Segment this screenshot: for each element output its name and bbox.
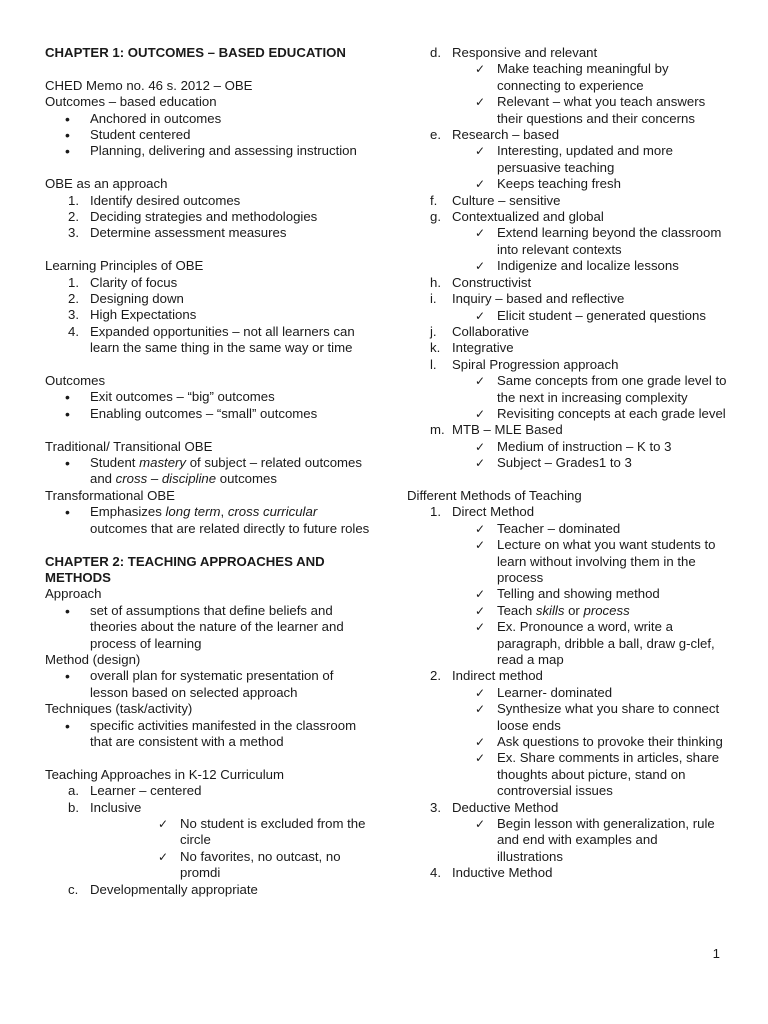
list-marker: a. bbox=[68, 783, 79, 799]
item-text: Spiral Progression approach bbox=[452, 356, 619, 372]
spacer bbox=[45, 750, 375, 766]
list-item bbox=[407, 357, 727, 373]
check-item bbox=[407, 61, 727, 94]
item-text: Extend learning beyond the classroom into relevant contexts bbox=[497, 225, 722, 257]
item-text: Keeps teaching fresh bbox=[497, 176, 621, 192]
item-text: Teacher – dominated bbox=[497, 520, 621, 536]
checkmark-icon: ✓ bbox=[475, 521, 486, 536]
item-text: Designing down bbox=[90, 291, 184, 307]
item-text: Techniques (task/activity) bbox=[45, 701, 193, 717]
list-marker: m. bbox=[430, 422, 445, 438]
text-run: of subject – related outcomes and bbox=[90, 455, 362, 487]
list-item bbox=[45, 307, 375, 323]
item-text: CHED Memo no. 46 s. 2012 – OBE bbox=[45, 77, 253, 93]
item-text: Make teaching meaningful by connecting to experience bbox=[497, 61, 669, 93]
item-text: overall plan for systematic presentation of lesson based on selected approach bbox=[90, 668, 334, 700]
check-item bbox=[407, 521, 727, 537]
check-item bbox=[407, 258, 727, 274]
item-text: Indirect method bbox=[452, 668, 543, 684]
item-text: Identify desired outcomes bbox=[90, 192, 241, 208]
item-text: Telling and showing method bbox=[497, 586, 660, 602]
list-marker: d. bbox=[430, 45, 441, 60]
text-line bbox=[45, 652, 375, 668]
item-text: Lecture on what you want students to learn without involving them in the process bbox=[497, 537, 716, 585]
list-item bbox=[45, 291, 375, 307]
text-run: skills bbox=[535, 602, 565, 618]
check-item bbox=[407, 586, 727, 602]
spacer bbox=[45, 357, 375, 373]
item-text: MTB – MLE Based bbox=[452, 422, 563, 438]
item-text: Method (design) bbox=[45, 651, 141, 667]
list-item bbox=[45, 275, 375, 291]
check-item bbox=[407, 308, 727, 324]
item-text: Constructivist bbox=[452, 274, 532, 290]
list-item bbox=[407, 504, 727, 520]
checkmark-icon: ✓ bbox=[475, 406, 486, 421]
list-item bbox=[45, 783, 375, 799]
list-item bbox=[407, 800, 727, 816]
list-marker: k. bbox=[430, 340, 441, 356]
checkmark-icon: ✓ bbox=[158, 849, 169, 864]
checkmark-icon: ✓ bbox=[475, 685, 486, 700]
item-text: OBE as an approach bbox=[45, 176, 168, 192]
bullet-item bbox=[45, 127, 375, 143]
list-marker: 1. bbox=[68, 192, 79, 208]
checkmark-icon: ✓ bbox=[475, 95, 486, 110]
item-text: CHAPTER 1: OUTCOMES – BASED EDUCATION bbox=[45, 45, 346, 60]
item-text: Same concepts from one grade level to the next in increasing complexity bbox=[497, 373, 727, 405]
list-item bbox=[407, 422, 727, 438]
item-text: Learning Principles of OBE bbox=[45, 258, 204, 274]
spacer bbox=[45, 160, 375, 176]
spacer bbox=[45, 61, 375, 77]
item-text: Exit outcomes – “big” outcomes bbox=[90, 389, 275, 405]
list-marker: 3. bbox=[68, 307, 79, 323]
item-text: Collaborative bbox=[452, 323, 529, 339]
item-text: CHAPTER 2: TEACHING APPROACHES AND METHODS bbox=[45, 553, 325, 585]
checkmark-icon: ✓ bbox=[475, 456, 486, 471]
item-text: Integrative bbox=[452, 340, 514, 356]
item-text: Deciding strategies and methodologies bbox=[90, 209, 318, 225]
check-item bbox=[407, 701, 727, 734]
list-marker: 3. bbox=[68, 225, 79, 241]
checkmark-icon: ✓ bbox=[475, 439, 486, 454]
list-item bbox=[407, 127, 727, 143]
item-text: Traditional/ Transitional OBE bbox=[45, 438, 213, 454]
list-marker: b. bbox=[68, 799, 79, 815]
item-text: Ex. Pronounce a word, write a paragraph, dribble a ball, draw g-clef, read a map bbox=[497, 619, 715, 668]
checkmark-icon: ✓ bbox=[475, 751, 486, 766]
item-text: Direct Method bbox=[452, 504, 535, 520]
check-item bbox=[407, 225, 727, 258]
text-run: outcomes bbox=[216, 471, 277, 487]
checkmark-icon: ✓ bbox=[475, 620, 486, 635]
text-line bbox=[45, 94, 375, 110]
text-run: cross curricular bbox=[227, 504, 318, 520]
bullet-item bbox=[45, 718, 375, 751]
list-item bbox=[45, 882, 375, 898]
item-text: Developmentally appropriate bbox=[90, 881, 258, 897]
list-marker: 4. bbox=[68, 323, 79, 339]
text-line bbox=[407, 488, 727, 504]
checkmark-icon: ✓ bbox=[475, 603, 486, 618]
checkmark-icon: ✓ bbox=[475, 226, 486, 241]
checkmark-icon: ✓ bbox=[475, 62, 486, 77]
list-marker: 1. bbox=[430, 504, 441, 520]
checkmark-icon: ✓ bbox=[475, 374, 486, 389]
check-item bbox=[407, 603, 727, 619]
item-text: Anchored in outcomes bbox=[90, 110, 222, 126]
list-item bbox=[45, 209, 375, 225]
item-text: Learner- dominated bbox=[497, 684, 613, 700]
text-line bbox=[45, 373, 375, 389]
spacer bbox=[407, 472, 727, 488]
item-text: Clarity of focus bbox=[90, 274, 178, 290]
list-marker: 4. bbox=[430, 865, 441, 881]
item-text: set of assumptions that define beliefs and theories about the nature of the learner and process of learning bbox=[90, 602, 344, 651]
item-text: Elicit student – generated questions bbox=[497, 307, 706, 323]
check-item bbox=[407, 176, 727, 192]
item-text: High Expectations bbox=[90, 307, 197, 323]
text-line bbox=[45, 176, 375, 192]
list-item bbox=[407, 209, 727, 225]
check-item bbox=[45, 849, 375, 882]
list-marker: c. bbox=[68, 881, 79, 897]
text-line bbox=[45, 767, 375, 783]
item-text: Outcomes – based education bbox=[45, 94, 217, 110]
list-item bbox=[407, 291, 727, 307]
text-run: Emphasizes bbox=[90, 504, 166, 520]
item-text: No student is excluded from the circle bbox=[180, 815, 366, 848]
item-text: Interesting, updated and more persuasive teaching bbox=[497, 143, 673, 175]
checkmark-icon: ✓ bbox=[475, 702, 486, 717]
list-marker: 2. bbox=[68, 209, 79, 225]
item-text: specific activities manifested in the classroom that are consistent with a method bbox=[90, 717, 357, 749]
item-text: Outcomes bbox=[45, 373, 106, 389]
item-text: Relevant – what you teach answers their questions and their concerns bbox=[497, 94, 706, 126]
item-text: Planning, delivering and assessing instruction bbox=[90, 143, 357, 159]
check-item bbox=[407, 94, 727, 127]
list-marker: 3. bbox=[430, 799, 441, 815]
list-marker: j. bbox=[430, 323, 437, 339]
bullet-item bbox=[45, 389, 375, 405]
item-text: Revisiting concepts at each grade level bbox=[497, 405, 726, 421]
item-text: Student centered bbox=[90, 127, 191, 143]
item-text: Ask questions to provoke their thinking bbox=[497, 734, 723, 750]
check-item bbox=[407, 373, 727, 406]
checkmark-icon: ✓ bbox=[158, 816, 169, 831]
item-text: Responsive and relevant bbox=[452, 45, 598, 60]
text-line bbox=[45, 488, 375, 504]
item-text: Approach bbox=[45, 586, 102, 602]
checkmark-icon: ✓ bbox=[475, 144, 486, 159]
check-item bbox=[407, 619, 727, 668]
left-column bbox=[45, 45, 375, 898]
list-marker: 1. bbox=[68, 274, 79, 290]
bullet-item bbox=[45, 143, 375, 159]
check-item bbox=[45, 816, 375, 849]
list-item bbox=[45, 324, 375, 357]
check-item bbox=[407, 816, 727, 865]
section-heading bbox=[45, 554, 375, 587]
item-text: Learner – centered bbox=[90, 783, 202, 799]
text-line bbox=[45, 439, 375, 455]
bullet-item bbox=[45, 668, 375, 701]
list-item bbox=[45, 800, 375, 816]
text-run: Teach bbox=[497, 602, 536, 618]
list-marker: g. bbox=[430, 209, 441, 225]
right-column bbox=[407, 45, 727, 882]
item-text: Inductive Method bbox=[452, 865, 553, 881]
list-item bbox=[45, 225, 375, 241]
list-marker: h. bbox=[430, 274, 441, 290]
bullet-item bbox=[45, 504, 375, 537]
checkmark-icon: ✓ bbox=[475, 308, 486, 323]
check-item bbox=[407, 750, 727, 799]
spacer bbox=[45, 422, 375, 438]
check-item bbox=[407, 406, 727, 422]
check-item bbox=[407, 455, 727, 471]
text-line bbox=[45, 701, 375, 717]
bullet-item bbox=[45, 603, 375, 652]
item-text: Different Methods of Teaching bbox=[407, 487, 582, 503]
check-item bbox=[407, 685, 727, 701]
list-marker: i. bbox=[430, 291, 437, 307]
item-text: Deductive Method bbox=[452, 799, 559, 815]
text-run: outcomes that are related directly to future roles bbox=[90, 520, 370, 536]
text-run: or bbox=[564, 602, 584, 618]
item-text: Culture – sensitive bbox=[452, 192, 561, 208]
list-item bbox=[407, 340, 727, 356]
check-item bbox=[407, 734, 727, 750]
item-text: Subject – Grades1 to 3 bbox=[497, 455, 632, 471]
list-marker: l. bbox=[430, 356, 437, 372]
checkmark-icon: ✓ bbox=[475, 538, 486, 553]
bullet-item bbox=[45, 111, 375, 127]
bullet-item bbox=[45, 406, 375, 422]
checkmark-icon: ✓ bbox=[475, 259, 486, 274]
item-text: Expanded opportunities – not all learners can learn the same thing in the same way or time bbox=[90, 323, 355, 356]
checkmark-icon: ✓ bbox=[475, 817, 486, 832]
text-run: mastery bbox=[139, 455, 187, 471]
check-item bbox=[407, 537, 727, 586]
section-heading bbox=[45, 45, 375, 61]
item-text: Transformational OBE bbox=[45, 487, 175, 503]
checkmark-icon: ✓ bbox=[475, 735, 486, 750]
text-run: cross – discipline bbox=[115, 471, 217, 487]
list-item bbox=[407, 865, 727, 881]
item-text: Begin lesson with generalization, rule and end with examples and illustrations bbox=[497, 816, 715, 864]
item-text: Indigenize and localize lessons bbox=[497, 258, 679, 274]
spacer bbox=[45, 537, 375, 553]
list-item bbox=[45, 193, 375, 209]
list-marker: f. bbox=[430, 192, 438, 208]
item-text: Inquiry – based and reflective bbox=[452, 291, 625, 307]
text-line bbox=[45, 78, 375, 94]
list-item bbox=[407, 275, 727, 291]
page-number: 1 bbox=[712, 946, 720, 961]
spacer bbox=[45, 242, 375, 258]
bullet-item bbox=[45, 455, 375, 488]
item-text: Teaching Approaches in K-12 Curriculum bbox=[45, 766, 284, 782]
item-text: Inclusive bbox=[90, 799, 142, 815]
check-item bbox=[407, 143, 727, 176]
item-text: Determine assessment measures bbox=[90, 225, 287, 241]
text-run: , bbox=[220, 504, 228, 520]
text-run: Student bbox=[90, 455, 140, 471]
item-text: Research – based bbox=[452, 127, 560, 143]
check-item bbox=[407, 439, 727, 455]
checkmark-icon: ✓ bbox=[475, 587, 486, 602]
list-item bbox=[407, 324, 727, 340]
list-item bbox=[407, 45, 727, 61]
text-run: long term bbox=[165, 504, 221, 520]
item-text: Contextualized and global bbox=[452, 209, 604, 225]
list-item bbox=[407, 193, 727, 209]
item-text: Enabling outcomes – “small” outcomes bbox=[90, 405, 318, 421]
text-line bbox=[45, 258, 375, 274]
list-marker: 2. bbox=[430, 668, 441, 684]
item-text: Synthesize what you share to connect loose ends bbox=[497, 701, 720, 733]
item-text: Ex. Share comments in articles, share thoughts about picture, stand on controversial issues bbox=[497, 750, 720, 799]
list-marker: e. bbox=[430, 127, 441, 143]
text-run: process bbox=[583, 602, 630, 618]
text-line bbox=[45, 586, 375, 602]
item-text: No favorites, no outcast, no promdi bbox=[180, 848, 341, 881]
list-item bbox=[407, 668, 727, 684]
list-marker: 2. bbox=[68, 291, 79, 307]
checkmark-icon: ✓ bbox=[475, 177, 486, 192]
item-text: Medium of instruction – K to 3 bbox=[497, 438, 672, 454]
